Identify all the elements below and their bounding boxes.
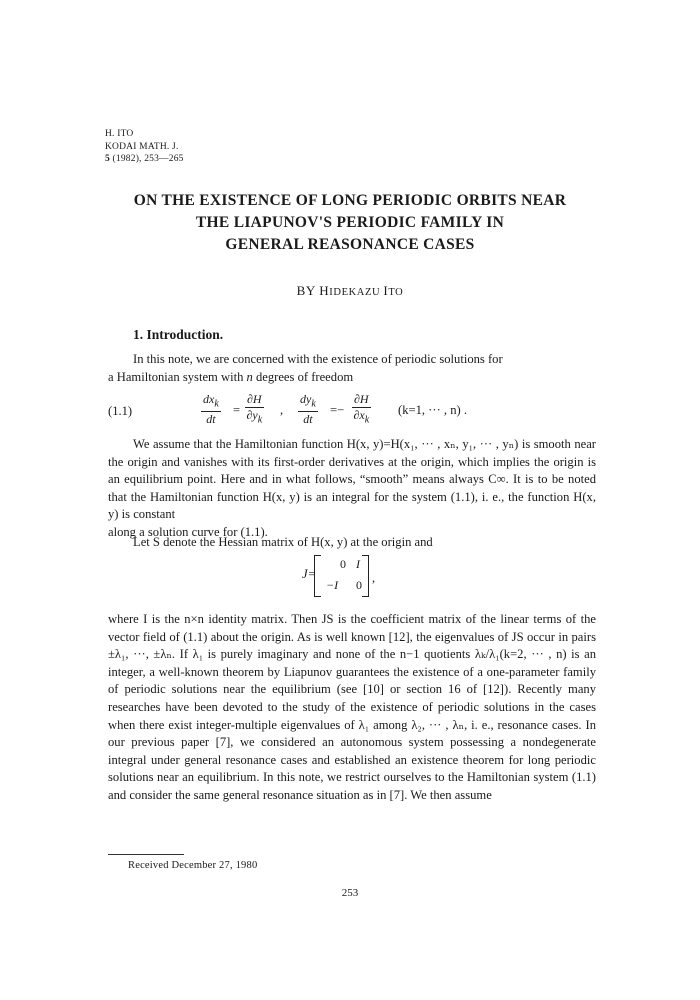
intro-line-2b: degrees of freedom	[252, 369, 354, 384]
comma-1: ,	[280, 403, 284, 417]
matrix-a22: 0	[356, 578, 362, 592]
title-line-2: THE LIAPUNOV'S PERIODIC FAMILY IN	[195, 214, 505, 231]
right-bracket	[362, 555, 369, 597]
header-volume: 5	[105, 154, 110, 164]
byline-last-initial: I	[383, 283, 389, 298]
author-byline	[0, 283, 700, 299]
header-volume-line	[105, 153, 184, 166]
frac1-sub: k	[214, 398, 219, 410]
received-date-footnote: Received December 27, 1980	[128, 860, 258, 871]
equals-minus: =−	[330, 403, 345, 417]
frac3-den: dt	[303, 412, 313, 427]
fraction-dxk-dt	[201, 392, 221, 427]
section-heading: 1. Introduction.	[133, 327, 224, 342]
title-line-3: GENERAL REASONANCE CASES	[225, 236, 475, 253]
matrix-comma: ,	[372, 571, 376, 585]
page-number: 253	[341, 887, 359, 899]
paragraph-hamiltonian-last: along a solution curve for (1.1).	[108, 524, 268, 539]
paragraph-hessian: Let S denote the Hessian matrix of H(x, y) at the origin and	[133, 535, 433, 549]
intro-line-2	[108, 369, 596, 387]
intro-variable-n: n	[246, 369, 253, 384]
paragraph-hamiltonian	[108, 436, 596, 542]
paper-title	[100, 190, 600, 256]
intro-line-1: In this note, we are concerned with the existence of periodic solutions for	[133, 352, 503, 366]
fraction-dH-dyk	[245, 392, 264, 427]
byline-last-rest: TO	[388, 287, 404, 298]
matrix-lhs: J=	[302, 567, 317, 581]
equals-1: =	[233, 403, 241, 417]
frac2-den: ∂y	[246, 408, 258, 422]
byline-by: BY	[296, 283, 320, 298]
frac3-num: dy	[300, 392, 312, 406]
fraction-dH-dxk	[352, 392, 371, 427]
header-author: H. ITO	[105, 129, 134, 139]
frac4-den: ∂x	[353, 408, 365, 422]
left-bracket	[314, 555, 321, 597]
equation-label: (1.1)	[108, 404, 133, 418]
byline-first-rest: IDEKAZU	[329, 287, 384, 298]
journal-header	[105, 128, 184, 166]
paragraph-eigenvalues: where I is the n×n identity matrix. Then JS is the coefficient matrix of the linear terms of the vector field of (1.1) about the origin. As is well known [12], the eigenvalues of JS occur in pairs ±λ₁, ···, ±λₙ. If λ₁ is purely imaginary and none of the n−1 quotients λₖ/λ₁(k=2, ··· , n) is an integer, a well-known theorem by Liapunov guarantees the existence of a one-parameter family of periodic solutions near the equilibrium (see [10] or section 16 of [12]). Recently many researches have been devoted to the study of the existence of periodic solutions in the cases when there exist integer-multiple eigenvalues of λ₁ among λ₂, ··· , λₙ, i. e., resonance cases. In our previous paper [7], we considered an autonomous system possessing a nondegenerate integral under general resonance cases and established an existence theorem for long periodic solutions near an equilibrium. In this note, we restrict ourselves to the Hamiltonian system (1.1) and consider the same general resonance situation as in [7]. We then assume	[108, 612, 596, 802]
equation-1-1	[108, 392, 596, 432]
index-range: (k=1, ··· , n) .	[398, 403, 468, 417]
frac2-sub: k	[257, 414, 263, 426]
frac1-den: dt	[206, 412, 216, 427]
frac1-num: dx	[203, 392, 215, 406]
matrix-a11: 0	[340, 557, 346, 571]
byline-first-initial: H	[319, 283, 330, 298]
title-line-1: ON THE EXISTENCE OF LONG PERIODIC ORBITS NEAR	[133, 192, 567, 209]
matrix-a21: −I	[326, 578, 339, 592]
footnote-rule	[108, 854, 184, 855]
frac4-sub: k	[364, 414, 370, 426]
frac2-num: ∂H	[247, 392, 262, 406]
matrix-J	[302, 553, 402, 599]
paragraph-hamiltonian-body: We assume that the Hamiltonian function H(x, y)=H(x₁, ··· , xₙ, y₁, ··· , yₙ) is smooth near the origin and vanishes with its first-order derivatives at the origin, which implies the origin is an equilibrium point. Here and in what follows, “smooth” means always C∞. It is to be noted that the Hamiltonian function H(x, y) is an integral for the system (1.1), i. e., the function H(x, y) is constant	[108, 437, 596, 522]
intro-paragraph-1	[108, 351, 596, 386]
header-issue-info: (1982), 253—265	[109, 154, 184, 164]
header-journal: KODAI MATH. J.	[105, 141, 179, 152]
fraction-dyk-dt	[298, 392, 318, 427]
intro-line-2a: a Hamiltonian system with	[108, 369, 247, 384]
matrix-a12: I	[356, 557, 360, 571]
frac4-num: ∂H	[354, 392, 369, 406]
frac3-sub: k	[311, 398, 316, 410]
